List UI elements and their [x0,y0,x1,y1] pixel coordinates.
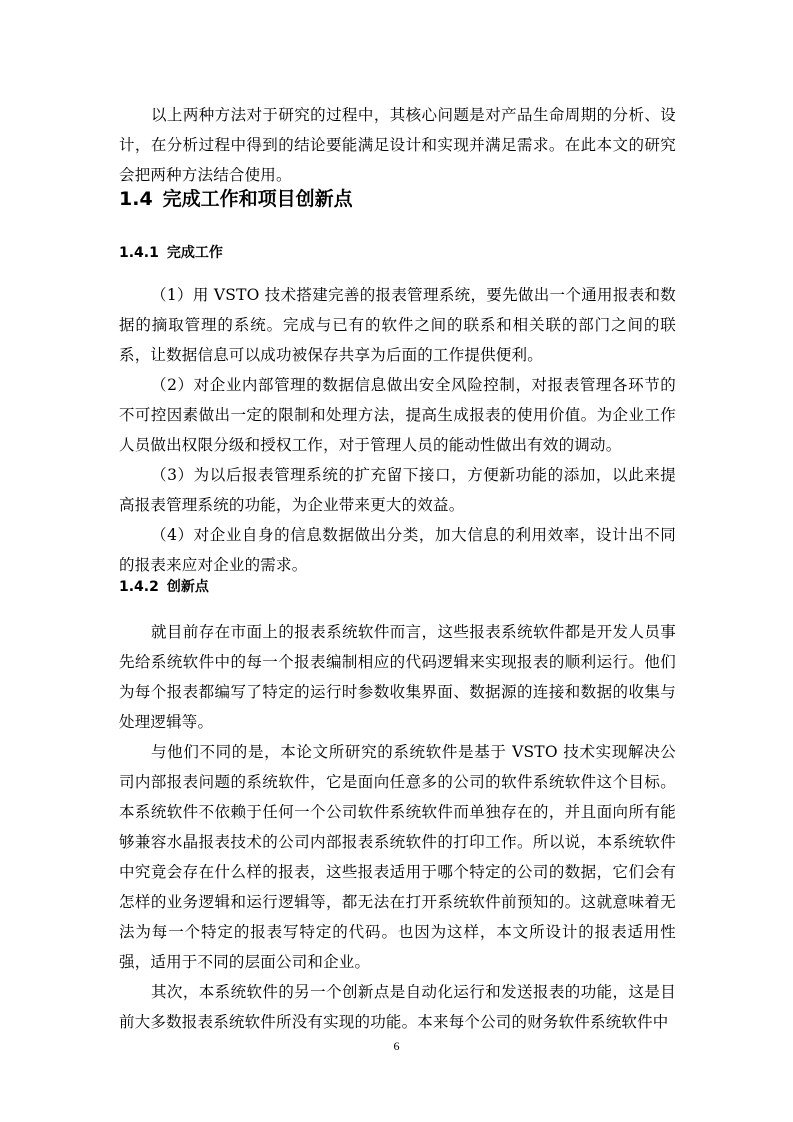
innovation-paragraph-2: 与他们不同的是，本论文所研究的系统软件是基于 VSTO 技术实现解决公司内部报表问题的系统软件，它是面向任意多的公司的软件系统软件这个目标。本系统软件不依赖于任何一个公司软件系统软件而单独存在的，并且面向所有能够兼容水晶报表技术的公司内部报表系统软件的打印工作。所以说，本系统软件中究竟会存在什么样的报表，这些报表适用于哪个特定的公司的数据，它们会有怎样的业务逻辑和运行逻辑等，都无法在打开系统软件前预知的。这就意味着无法为每一个特定的报表写特定的代码。也因为这样，本文所设计的报表适用性强，适用于不同的层面公司和企业。 [119,743,676,971]
work-item-4: （4）对企业自身的信息数据做出分类，加大信息的利用效率，设计出不同的报表来应对企业的需求。 [119,526,676,574]
subsection-number: 1.4.1 [119,245,159,261]
work-item-3: （3）为以后报表管理系统的扩充留下接口，方便新功能的添加，以此来提高报表管理系统的功能，为企业带来更大的效益。 [119,466,676,514]
innovation-paragraph-1: 就目前存在市面上的报表系统软件而言，这些报表系统软件都是开发人员事先给系统软件中的每一个报表编制相应的代码逻辑来实现报表的顺利运行。他们为每个报表都编写了特定的运行时参数收集界面、数据源的连接和数据的收集与处理逻辑等。 [119,623,676,731]
subsection-heading-2 [119,575,209,599]
intro-paragraph: 以上两种方法对于研究的过程中，其核心问题是对产品生命周期的分析、设计，在分析过程中得到的结论要能满足设计和实现并满足需求。在此本文的研究会把两种方法结合使用。 [119,106,676,184]
work-item-1: （1）用 VSTO 技术搭建完善的报表管理系统，要先做出一个通用报表和数据的摘取管理的系统。完成与已有的软件之间的联系和相关联的部门之间的联系，让数据信息可以成功被保存共享为后面的工作提供便利。 [119,286,676,364]
section-number: 1.4 [119,188,153,210]
innovation-paragraph-3: 其次，本系统软件的另一个创新点是自动化运行和发送报表的功能，这是目前大多数报表系统软件所没有实现的功能。本来每个公司的财务软件系统软件中 [119,983,676,1031]
section-heading [119,185,353,213]
section-title: 完成工作和项目创新点 [162,188,353,210]
page-number: 6 [393,1039,400,1053]
subsection-title: 完成工作 [166,245,223,261]
subsection-heading-1 [119,241,223,265]
work-item-2: （2）对企业内部管理的数据信息做出安全风险控制，对报表管理各环节的不可控因素做出一定的限制和处理方法，提高生成报表的使用价值。为企业工作人员做出权限分级和授权工作，对于管理人员的能动性做出有效的调动。 [119,376,676,454]
subsection-number: 1.4.2 [119,579,159,595]
subsection-title: 创新点 [166,579,209,595]
